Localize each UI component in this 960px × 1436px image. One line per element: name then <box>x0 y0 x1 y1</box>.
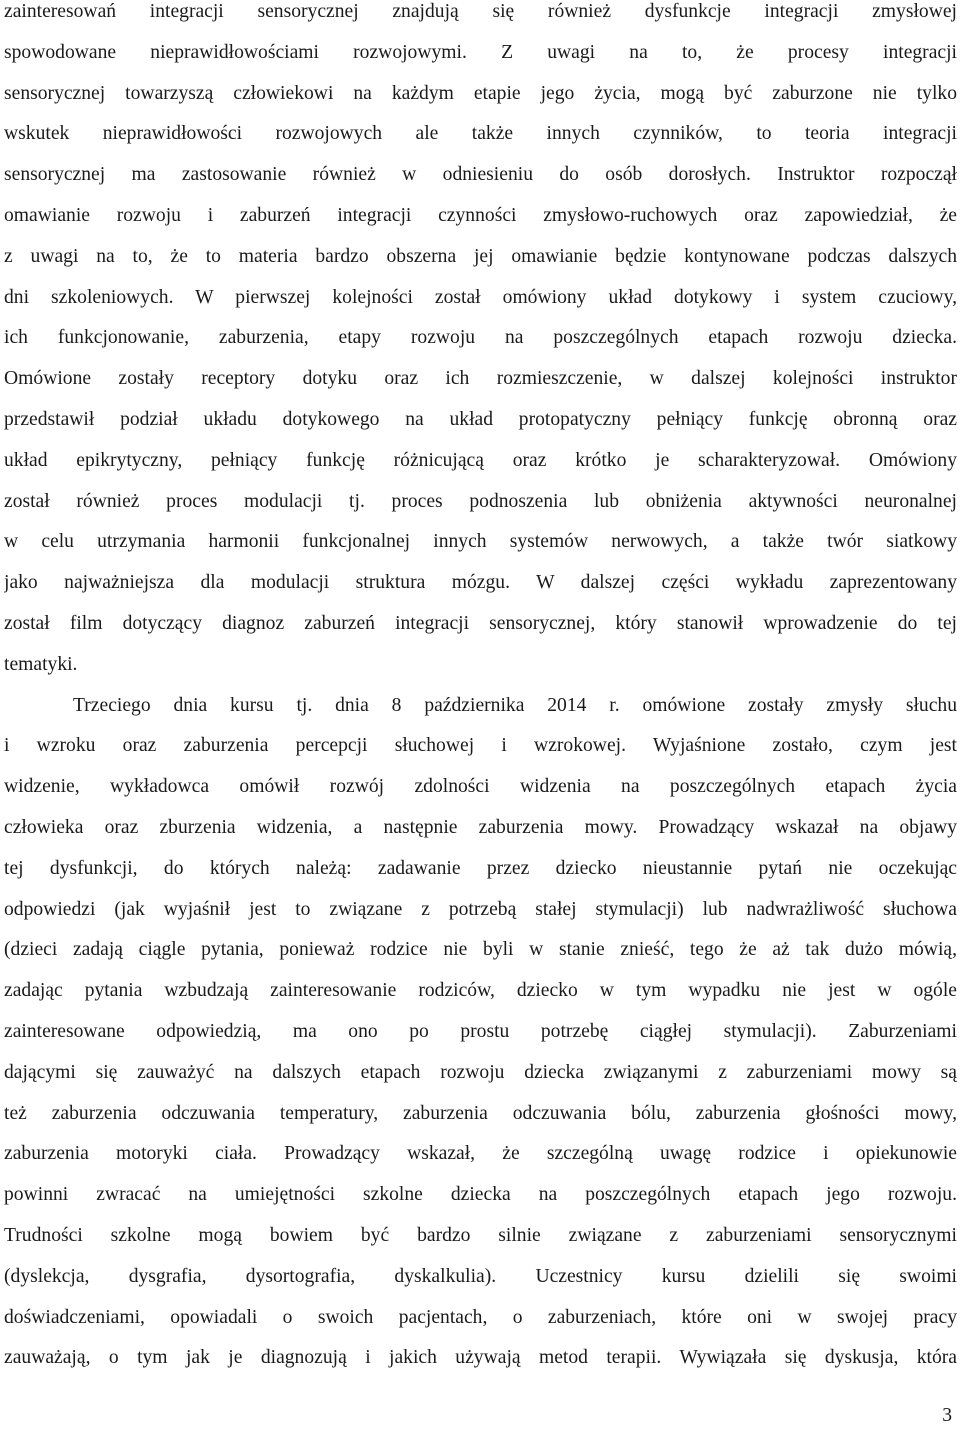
text-line: dającymi się zauważyć na dalszych etapach rozwoju dziecka związanymi z zaburzeniami mowy są <box>4 1061 957 1083</box>
text-line: omawianie rozwoju i zaburzeń integracji czynności zmysłowo-ruchowych oraz zapowiedział, że <box>4 204 957 226</box>
text-line: zadając pytania wzbudzają zainteresowanie rodziców, dziecko w tym wypadku nie jest w ogóle <box>4 980 957 1002</box>
text-line: zainteresowań integracji sensorycznej znajdują się również dysfunkcje integracji zmysłowej <box>4 1 957 22</box>
text-line: jako najważniejsza dla modulacji struktura mózgu. W dalszej części wykładu zaprezentowany <box>4 572 957 594</box>
text-line: w celu utrzymania harmonii funkcjonalnej innych systemów nerwowych, a także twór siatkowy <box>4 531 957 553</box>
text-line: tematyki. <box>4 653 78 675</box>
text-line: Omówione zostały receptory dotyku oraz ich rozmieszczenie, w dalszej kolejności instruktor <box>4 368 957 390</box>
text-line: człowieka oraz zburzenia widzenia, a następnie zaburzenia mowy. Prowadzący wskazał na objawy <box>4 816 957 838</box>
text-line: zauważają, o tym jak je diagnozują i jakich używają metod terapii. Wywiązała się dyskusja, która <box>4 1347 957 1369</box>
page-number: 3 <box>942 1405 952 1426</box>
text-line: wskutek nieprawidłowości rozwojowych ale także innych czynników, to teoria integracji <box>4 123 957 145</box>
text-line: też zaburzenia odczuwania temperatury, zaburzenia odczuwania bólu, zaburzenia głośności mowy, <box>4 1102 957 1124</box>
text-line: sensorycznej ma zastosowanie również w odniesieniu do osób dorosłych. Instruktor rozpoczął <box>4 164 957 186</box>
text-line: zainteresowane odpowiedzią, ma ono po prostu potrzebę ciągłej stymulacji). Zaburzeniami <box>4 1020 957 1042</box>
text-line: został film dotyczący diagnoz zaburzeń integracji sensorycznej, który stanowił wprowadzenie do tej <box>4 612 957 634</box>
text-line: z uwagi na to, że to materia bardzo obszerna jej omawianie będzie kontynowane podczas dalszych <box>4 245 957 267</box>
text-line: Trudności szkolne mogą bowiem być bardzo silnie związane z zaburzeniami sensorycznymi <box>4 1224 957 1246</box>
text-line: (dzieci zadają ciągle pytania, ponieważ rodzice nie byli w stanie znieść, tego że aż tak dużo mówią, <box>4 939 957 961</box>
text-line: odpowiedzi (jak wyjaśnił jest to związane z potrzebą stałej stymulacji) lub nadwrażliwość słuchowa <box>4 898 957 920</box>
text-line: tej dysfunkcji, do których należą: zadawanie przez dziecko nieustannie pytań nie oczekując <box>4 857 957 879</box>
text-line: spowodowane nieprawidłowościami rozwojowymi. Z uwagi na to, że procesy integracji <box>4 41 957 63</box>
text-line: układ epikrytyczny, pełniący funkcję różnicującą oraz krótko je scharakteryzował. Omówiony <box>4 449 957 471</box>
text-line: zaburzenia motoryki ciała. Prowadzący wskazał, że szczególną uwagę rodzice i opiekunowie <box>4 1143 957 1165</box>
text-line: został również proces modulacji tj. proces podnoszenia lub obniżenia aktywności neuronalnej <box>4 490 957 512</box>
text-line: sensorycznej towarzyszą człowiekowi na każdym etapie jego życia, mogą być zaburzone nie tylko <box>4 82 957 104</box>
text-line: przedstawił podział układu dotykowego na układ protopatyczny pełniący funkcję obronną oraz <box>4 408 957 430</box>
text-line: Trzeciego dnia kursu tj. dnia 8 października 2014 r. omówione zostały zmysły słuchu <box>73 694 957 716</box>
text-line: doświadczeniami, opowiadali o swoich pacjentach, o zaburzeniach, które oni w swojej pracy <box>4 1306 957 1328</box>
text-line: ich funkcjonowanie, zaburzenia, etapy rozwoju na poszczególnych etapach rozwoju dziecka. <box>4 327 957 349</box>
text-line: widzenie, wykładowca omówił rozwój zdolności widzenia na poszczególnych etapach życia <box>4 776 957 798</box>
text-line: dni szkoleniowych. W pierwszej kolejności został omówiony układ dotykowy i system czuciowy, <box>4 286 957 308</box>
text-line: (dyslekcja, dysgrafia, dysortografia, dyskalkulia). Uczestnicy kursu dzielili się swoimi <box>4 1265 957 1287</box>
text-line: powinni zwracać na umiejętności szkolne dziecka na poszczególnych etapach jego rozwoju. <box>4 1184 957 1206</box>
body-text <box>4 0 957 1387</box>
text-line: i wzroku oraz zaburzenia percepcji słuchowej i wzrokowej. Wyjaśnione zostało, czym jest <box>4 735 957 757</box>
